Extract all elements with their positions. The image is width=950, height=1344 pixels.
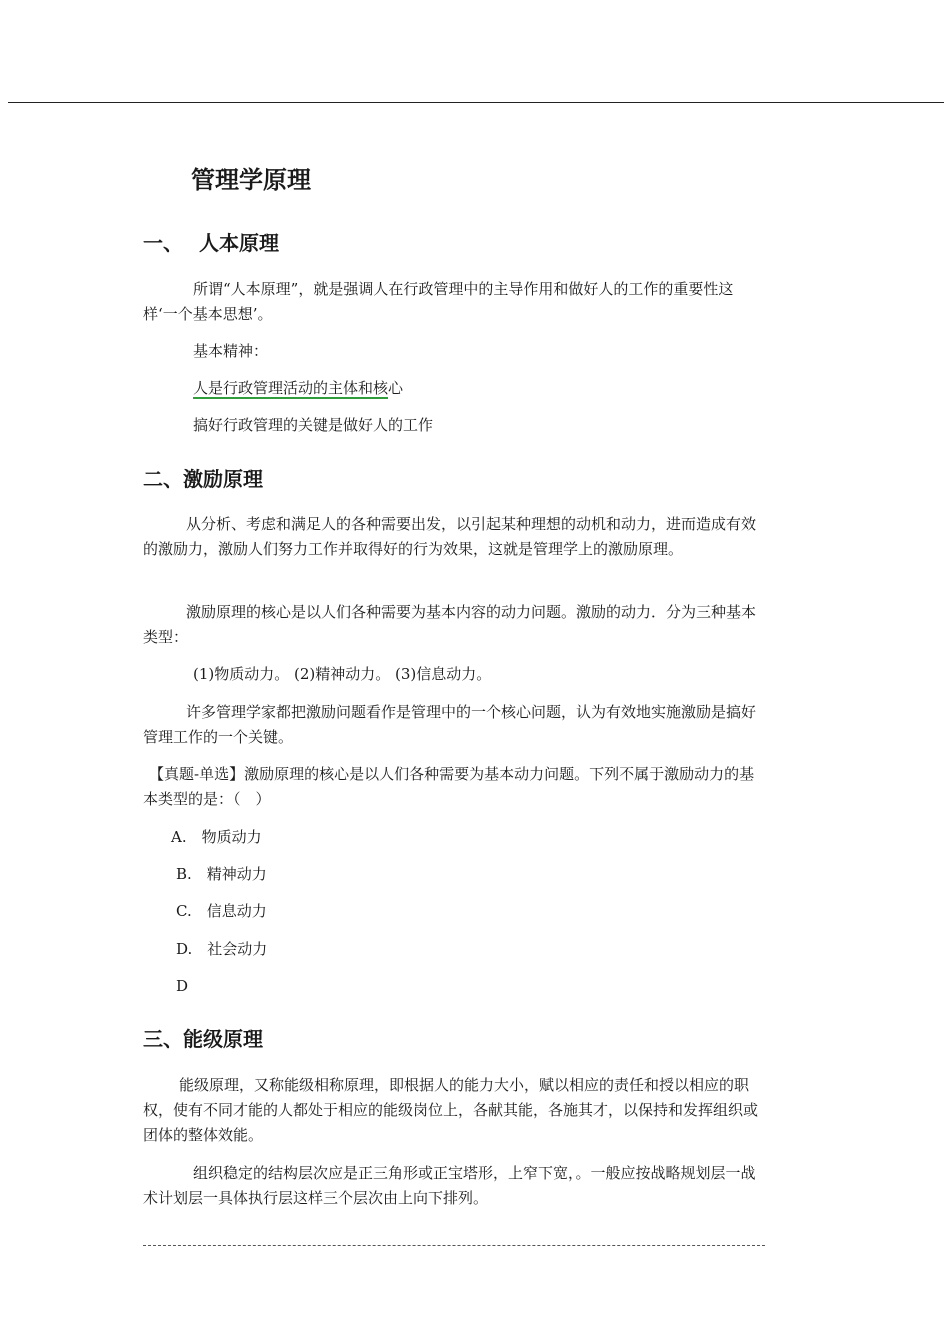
section-heading-3: 三、能级原理 bbox=[143, 1027, 263, 1051]
spirit-item-2: 搞好行政管理的关键是做好人的工作 bbox=[193, 416, 434, 434]
exam-question bbox=[143, 762, 765, 812]
section-title: 人本原理 bbox=[199, 231, 279, 255]
option-a: A. 物质动力 bbox=[171, 828, 262, 846]
section-heading-1 bbox=[143, 227, 279, 256]
spirit-label: 基本精神： bbox=[193, 342, 269, 360]
option-d: D. 社会动力 bbox=[176, 940, 268, 958]
header-rule bbox=[8, 102, 944, 103]
footer-dashed-rule bbox=[143, 1245, 765, 1246]
document-title: 管理学原理 bbox=[191, 166, 311, 194]
text: 心 bbox=[388, 379, 404, 397]
section-heading-2: 二、激励原理 bbox=[143, 467, 263, 491]
section-number: 一、 bbox=[143, 231, 183, 255]
paragraph: 组织稳定的结构层次应是正三角形或正宝塔形，上窄下宽，。一般应按战略规划层一战术计划层一具体执行层这样三个层次由上向下排列。 bbox=[143, 1164, 756, 1207]
paragraph: 许多管理学家都把激励问题看作是管理中的一个核心问题，认为有效地实施激励是搞好管理工作的一个关键。 bbox=[143, 703, 757, 746]
question-text: 激励原理的核心是以人们各种需要为基本动力问题。下列不属于激励动力的基本类型的是：（ ） bbox=[143, 765, 755, 808]
paragraph: 所谓“人本原理”，就是强调人在行政管理中的主导作用和做好人的工作的重要性这样‘一个基本思想’。 bbox=[143, 280, 734, 323]
answer: D bbox=[176, 977, 189, 995]
question-tag: 【真题-单选】 bbox=[149, 765, 245, 783]
option-b: B. 精神动力 bbox=[176, 865, 267, 883]
spirit-item-1 bbox=[193, 376, 403, 401]
motivation-types: (1)物质动力。 (2)精神动力。 (3)信息动力。 bbox=[193, 665, 492, 683]
underlined-text: 人是行政管理活动的主体和核 bbox=[193, 379, 389, 397]
paragraph: 激励原理的核心是以人们各种需要为基本内容的动力问题。激励的动力．分为三种基本类型： bbox=[143, 603, 757, 646]
option-c: C. 信息动力 bbox=[176, 902, 267, 920]
paragraph: 从分析、考虑和满足人的各种需要出发，以引起某种理想的动机和动力，进而造成有效的激励力，激励人们努力工作并取得好的行为效果，这就是管理学上的激励原理。 bbox=[143, 515, 757, 558]
paragraph: 能级原理，又称能级相称原理，即根据人的能力大小，赋以相应的责任和授以相应的职权，使有不同才能的人都处于相应的能级岗位上，各献其能，各施其才，以保持和发挥组织或团体的整体效能。 bbox=[143, 1076, 759, 1144]
